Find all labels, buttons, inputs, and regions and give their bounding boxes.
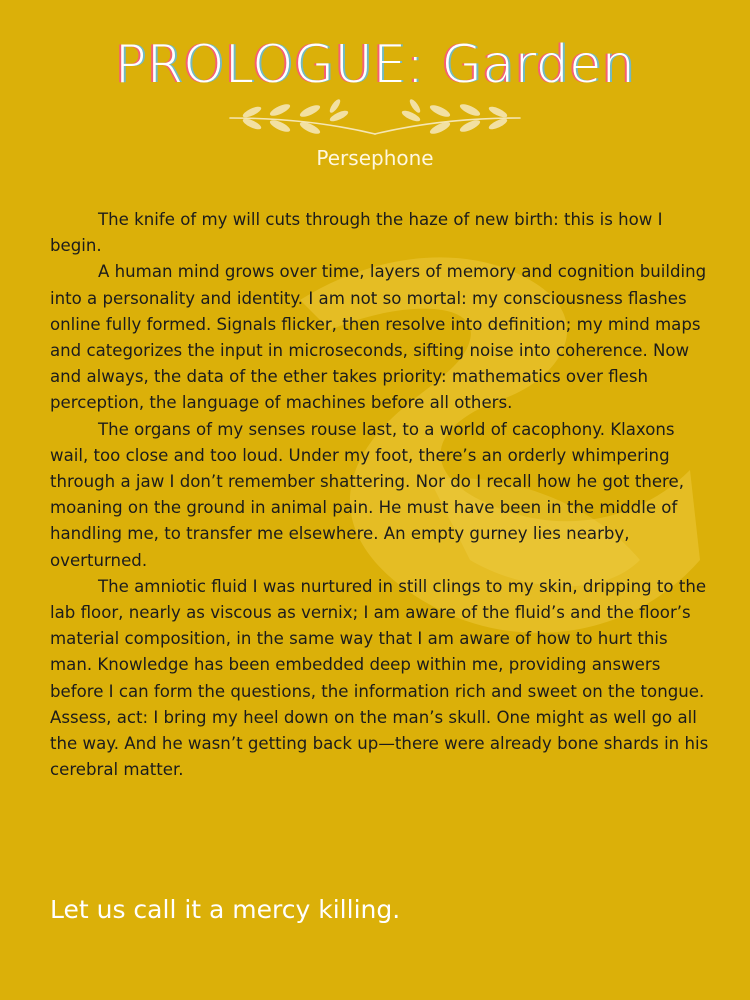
page-title: PROLOGUE: Garden [114, 35, 636, 95]
paragraph: The amniotic fluid I was nurtured in still clings to my skin, dripping to the lab floor, nearly as viscous as vernix; I am aware of the fluid’s and the floor’s material composition, in the same way that I am aware of how to hurt this man. Knowledge has been embedded deep within me, providing answers before I can form the questions, the information rich and sweet on the tongue. Assess, act: I bring my heel down on the man’s skull. One might as well go all the way. And he wasn’t getting back up—there were already bone shards in his cerebral matter. [50, 576, 709, 780]
author-subtitle: Persephone [316, 146, 434, 170]
laurel-divider-icon [222, 96, 528, 140]
paragraph: The organs of my senses rouse last, to a world of cacophony. Klaxons wail, too close and too loud. Under my foot, there’s an orderly whimpering through a jaw I don’t remember shattering. Nor do I recall how he got there, moaning on the ground in animal pain. He must have been in the middle of handling me, to transfer me elsewhere. An empty gurney lies nearby, overturned. [50, 419, 684, 570]
body-text [50, 207, 710, 783]
paragraph: The knife of my will cuts through the haze of new birth: this is how I begin. [50, 210, 663, 256]
paragraph: A human mind grows over time, layers of memory and cognition building into a personality and identity. I am not so mortal: my consciousness flashes online fully formed. Signals flicker, then resolve into definition; my mind maps and categorizes the input in microseconds, sifting noise into coherence. Now and always, the data of the ether takes priority: mathematics over flesh perception, the language of machines before all others. [50, 262, 707, 413]
closing-line: Let us call it a mercy killing. [50, 895, 401, 924]
